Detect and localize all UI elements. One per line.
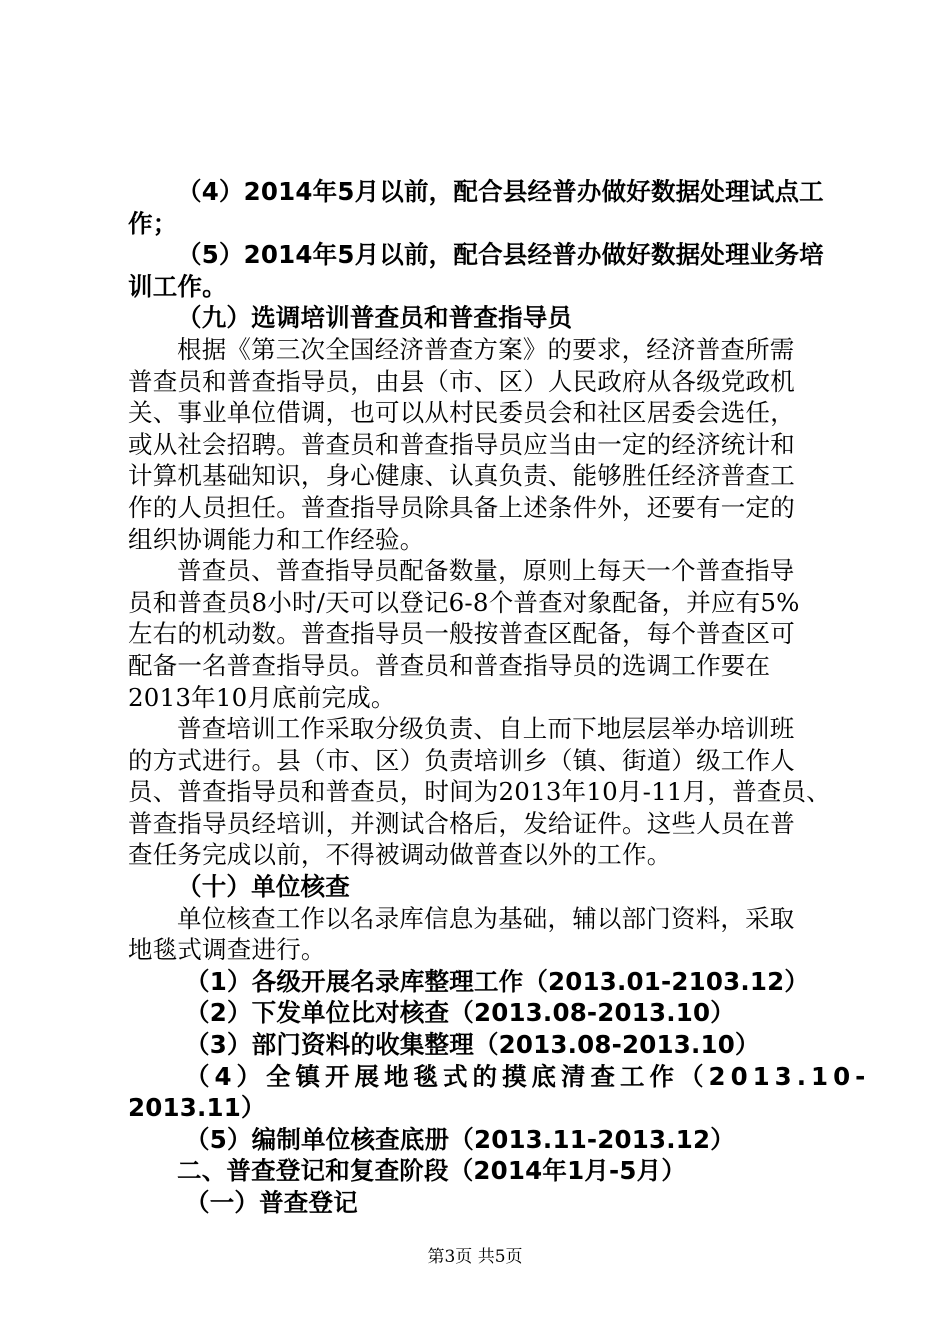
paragraph-line: 训工作。	[128, 271, 227, 301]
paragraph-line: 员和普查员8小时/天可以登记6-8个普查对象配备，并应有5%	[128, 587, 800, 617]
paragraph-line: 或从社会招聘。普查员和普查指导员应当由一定的经济统计和	[128, 429, 795, 459]
paragraph-line: 组织协调能力和工作经验。	[128, 524, 425, 554]
paragraph-line: 2013年10月底前完成。	[128, 682, 396, 712]
paragraph-line: 作的人员担任。普查指导员除具备上述条件外，还要有一定的	[128, 492, 795, 522]
paragraph-line: 单位核查工作以名录库信息为基础，辅以部门资料，采取	[177, 903, 795, 933]
paragraph-line: 查任务完成以前，不得被调动做普查以外的工作。	[128, 840, 672, 870]
document-body	[128, 176, 871, 1219]
section-heading: （九）选调培训普查员和普查指导员	[177, 303, 573, 333]
paragraph-line: 根据《第三次全国经济普查方案》的要求，经济普查所需	[177, 334, 795, 364]
paragraph-line: 配备一名普查指导员。普查员和普查指导员的选调工作要在	[128, 650, 771, 680]
paragraph-line: 计算机基础知识，身心健康、认真负责、能够胜任经济普查工	[128, 461, 795, 491]
paragraph-line: 左右的机动数。普查指导员一般按普查区配备，每个普查区可	[128, 619, 795, 649]
paragraph-line: 普查员、普查指导员配备数量，原则上每天一个普查指导	[177, 556, 795, 586]
list-item: （3）部门资料的收集整理（2013.08-2013.10）	[185, 1030, 760, 1060]
page-footer: 第3页 共5页	[427, 1247, 523, 1267]
paragraph-line: （5）2014年5月以前，配合县经普办做好数据处理业务培	[177, 240, 824, 270]
list-item: （4）全镇开展地毯式的摸底清查工作（2013.10-	[185, 1061, 871, 1091]
paragraph-line: 关、事业单位借调，也可以从村民委员会和社区居委会选任，	[128, 398, 795, 428]
section-heading: （十）单位核查	[177, 872, 350, 902]
paragraph-line: （4）2014年5月以前，配合县经普办做好数据处理试点工	[177, 177, 824, 206]
paragraph-line: 普查员和普查指导员，由县（市、区）人民政府从各级党政机	[128, 366, 795, 396]
list-item: （1）各级开展名录库整理工作（2013.01-2103.12）	[185, 966, 810, 996]
paragraph-line: 的方式进行。县（市、区）负责培训乡（镇、街道）级工作人	[128, 745, 795, 775]
list-item: （2）下发单位比对核查（2013.08-2013.10）	[185, 998, 735, 1028]
paragraph-line: 员、普查指导员和普查员，时间为2013年10月-11月，普查员、	[128, 777, 831, 807]
paragraph-line: 地毯式调查进行。	[128, 935, 326, 965]
section-heading: 二、普查登记和复查阶段（2014年1月-5月）	[177, 1156, 687, 1186]
paragraph-line: 作；	[128, 208, 178, 238]
list-item: （5）编制单位核查底册（2013.11-2013.12）	[185, 1124, 735, 1154]
paragraph-line: 普查培训工作采取分级负责、自上而下地层层举办培训班	[177, 714, 795, 744]
list-item-continuation: 2013.11）	[128, 1093, 266, 1123]
section-heading: （一）普查登记	[185, 1188, 358, 1217]
paragraph-line: 普查指导员经培训，并测试合格后，发给证件。这些人员在普	[128, 808, 795, 838]
